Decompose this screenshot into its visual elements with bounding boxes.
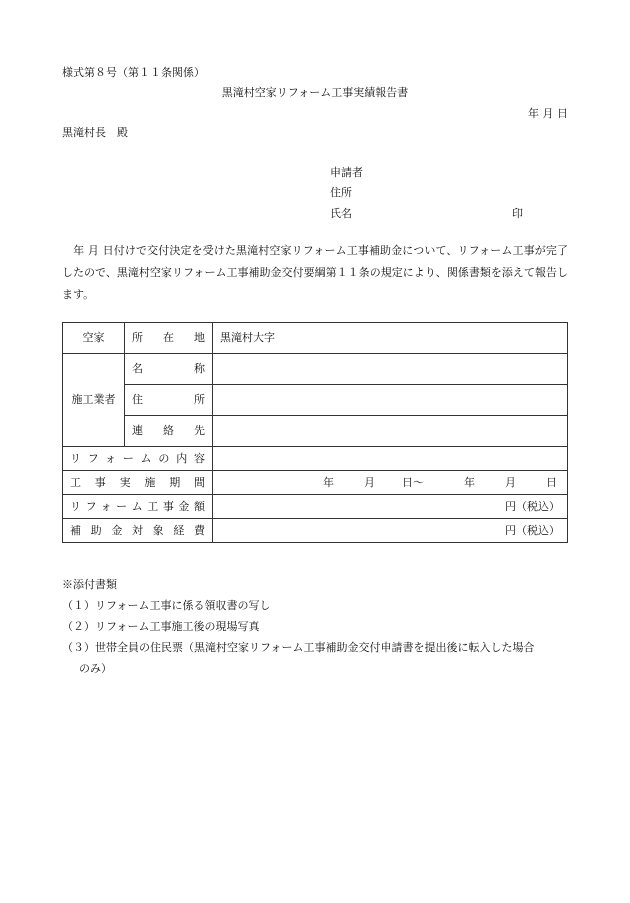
- document-title: 黒滝村空家リフォーム工事実績報告書: [221, 86, 409, 99]
- construction-period-label: 工事実施期間: [63, 471, 213, 495]
- period-start-year: 年: [323, 475, 334, 489]
- table-row: [63, 416, 568, 447]
- contractor-contact-value: [213, 416, 568, 447]
- period-end-year: 年: [464, 475, 475, 489]
- form-number: 様式第８号（第１１条関係）: [62, 66, 205, 79]
- vacant-house-label: 空家: [63, 323, 125, 354]
- table-row: [63, 354, 568, 385]
- seal-mark: 印: [512, 207, 523, 220]
- attachment-item-2: （２）リフォーム工事施工後の現場写真: [62, 620, 260, 633]
- date-line: 年 月 日: [528, 107, 568, 120]
- construction-period-value: [213, 471, 568, 495]
- report-statement-text: 年 月 日付けで交付決定を受けた黒滝村空家リフォーム工事補助金について、リフォーム工事が完了したので、黒滝村空家リフォーム工事補助金交付要綱第１１条の規定により、関係書類を添えて報告します。: [62, 244, 568, 301]
- location-label: 所在地: [125, 323, 213, 354]
- applicant-address-label: 住所: [330, 186, 352, 199]
- attachment-item-1: （１）リフォーム工事に係る領収書の写し: [62, 599, 271, 612]
- reform-cost-unit: 円（税込）: [213, 495, 568, 519]
- applicant-name-label: 氏名: [330, 207, 352, 220]
- attachment-item-3-continuation: のみ）: [79, 662, 112, 675]
- table-row: [63, 519, 568, 543]
- contractor-name-label: 名称: [125, 354, 213, 385]
- addressee: 黒滝村長 殿: [62, 126, 128, 139]
- table-row: [63, 323, 568, 354]
- period-end-month: 月: [505, 475, 516, 489]
- location-value: 黒滝村大字: [213, 323, 568, 354]
- reform-content-value: [213, 447, 568, 471]
- period-start-month: 月: [364, 475, 375, 489]
- contractor-address-value: [213, 385, 568, 416]
- subsidy-cost-label: 補助金対象経費: [63, 519, 213, 543]
- table-row: [63, 495, 568, 519]
- table-row: [63, 471, 568, 495]
- attachment-item-3: （３）世帯全員の住民票（黒滝村空家リフォーム工事補助金交付申請書を提出後に転入した場合: [62, 641, 535, 654]
- reform-cost-label: リフォーム工事金額: [63, 495, 213, 519]
- contractor-address-label: 住所: [125, 385, 213, 416]
- contractor-label: 施工業者: [63, 354, 125, 447]
- period-end-day: 日: [546, 475, 557, 489]
- subsidy-cost-unit: 円（税込）: [213, 519, 568, 543]
- attachments-section: [62, 574, 570, 679]
- report-table: [62, 322, 568, 543]
- table-row: [63, 385, 568, 416]
- applicant-label: 申請者: [330, 166, 363, 179]
- contractor-name-value: [213, 354, 568, 385]
- period-start-day: 日〜: [402, 475, 424, 489]
- reform-content-label: リフォームの内容: [63, 447, 213, 471]
- contractor-contact-label: 連絡先: [125, 416, 213, 447]
- report-statement: [62, 240, 568, 306]
- attachments-heading: ※添付書類: [62, 578, 117, 591]
- table-row: [63, 447, 568, 471]
